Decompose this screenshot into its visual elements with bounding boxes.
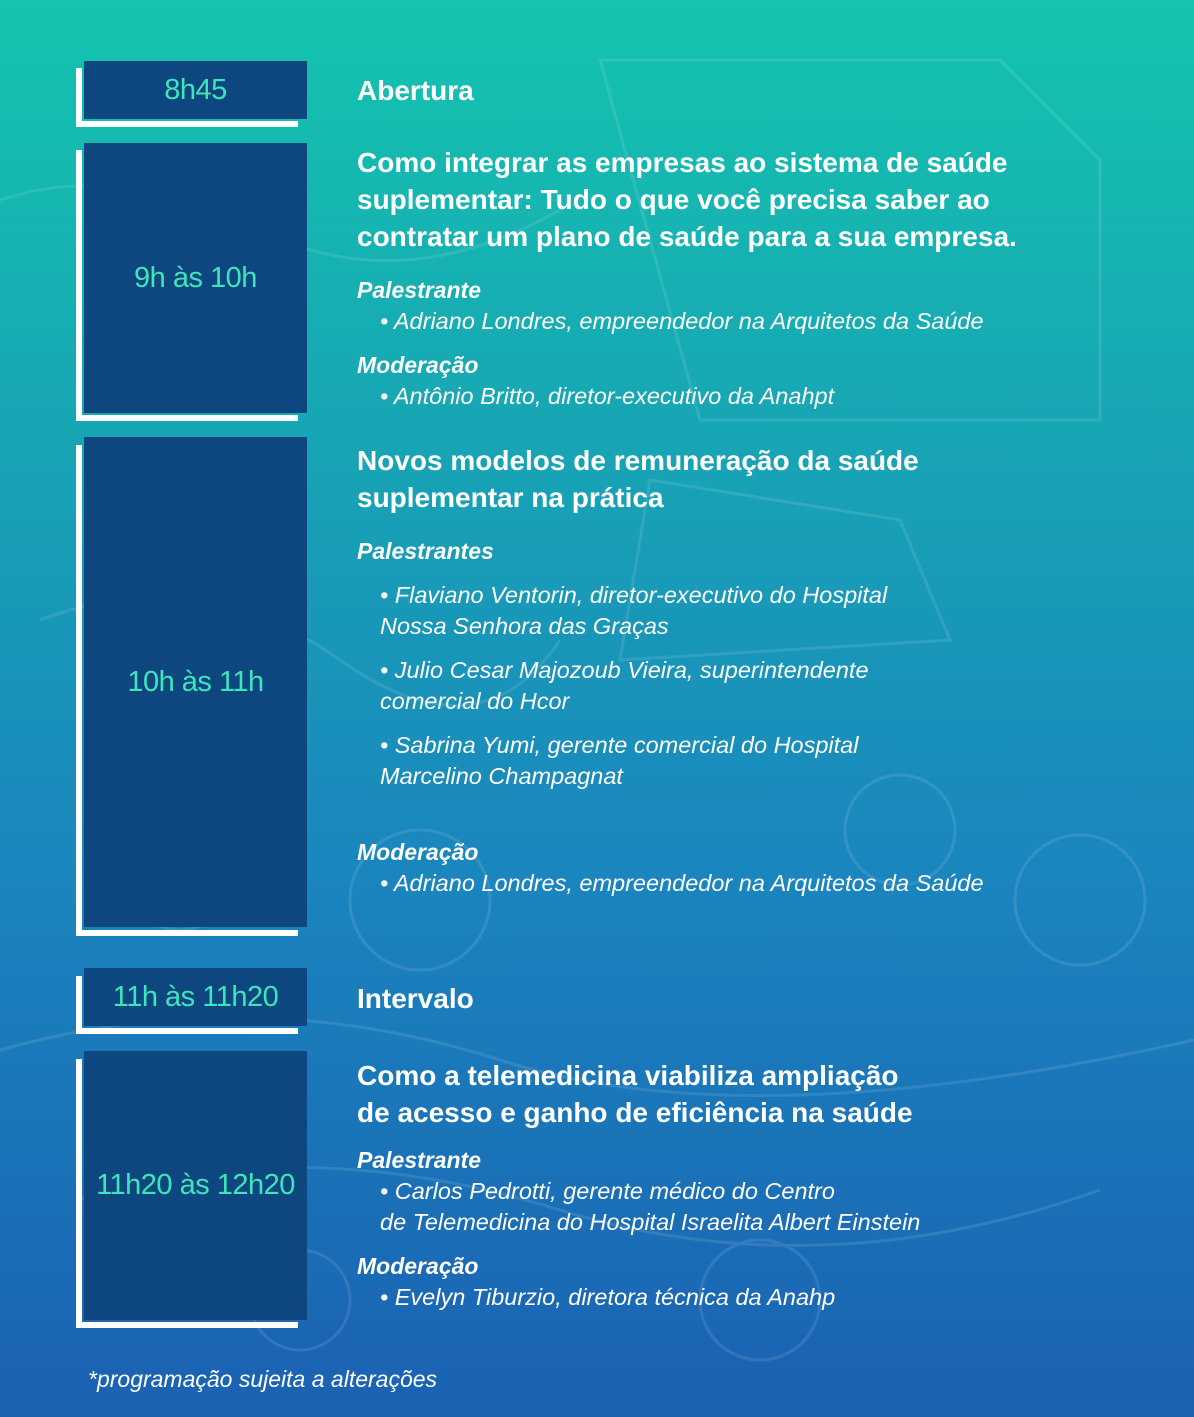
bracket-left [76, 1059, 82, 1328]
moderation-role: Moderação [357, 1253, 479, 1279]
speaker-role: Palestrante [357, 1147, 482, 1173]
speaker-name-cont: Nossa Senhora das Graças [380, 613, 669, 639]
bracket-left [76, 976, 82, 1034]
bracket-left [76, 150, 82, 421]
session-title-line: contratar um plano de saúde para a sua empresa. [357, 221, 1017, 252]
speaker-role: Palestrantes [357, 538, 494, 564]
moderator-name: • Antônio Britto, diretor-executivo da Anahpt [380, 383, 835, 409]
speaker-name: • Adriano Londres, empreendedor na Arquitetos da Saúde [380, 308, 984, 334]
speaker-name: • Flaviano Ventorin, diretor-executivo do Hospital [380, 582, 888, 608]
bracket-left [76, 68, 82, 127]
speaker-name: • Carlos Pedrotti, gerente médico do Centro [380, 1178, 835, 1204]
bracket-left [76, 445, 82, 936]
session-title: Intervalo [357, 983, 474, 1014]
bracket-bottom [76, 930, 298, 936]
speaker-role: Palestrante [357, 277, 482, 303]
moderation-role: Moderação [357, 352, 479, 378]
speaker-name-cont: comercial do Hcor [380, 688, 570, 714]
session-title: Abertura [357, 75, 474, 106]
time-label: 11h às 11h20 [84, 968, 307, 1026]
moderator-name: • Adriano Londres, empreendedor na Arquitetos da Saúde [380, 870, 984, 896]
moderation-role: Moderação [357, 839, 479, 865]
speaker-name-cont: Marcelino Champagnat [380, 763, 623, 789]
time-label: 8h45 [84, 61, 307, 119]
session-title-line: de acesso e ganho de eficiência na saúde [357, 1097, 913, 1128]
time-label: 10h às 11h [84, 437, 307, 927]
time-label: 9h às 10h [84, 143, 307, 413]
speaker-name-cont: de Telemedicina do Hospital Israelita Albert Einstein [380, 1209, 921, 1235]
time-label: 11h20 às 12h20 [84, 1051, 307, 1320]
bracket-bottom [76, 1028, 298, 1034]
session-title-line: Como a telemedicina viabiliza ampliação [357, 1060, 899, 1091]
bracket-bottom [76, 415, 298, 421]
session-title-line: suplementar: Tudo o que você precisa saber ao [357, 184, 990, 215]
session-title-line: Novos modelos de remuneração da saúde [357, 445, 919, 476]
bracket-bottom [76, 121, 298, 127]
speaker-name: • Sabrina Yumi, gerente comercial do Hospital [380, 732, 859, 758]
session-title-line: Como integrar as empresas ao sistema de saúde [357, 147, 1008, 178]
moderator-name: • Evelyn Tiburzio, diretora técnica da Anahp [380, 1284, 836, 1310]
session-title-line: suplementar na prática [357, 482, 664, 513]
footnote: *programação sujeita a alterações [88, 1366, 438, 1392]
speaker-name: • Julio Cesar Majozoub Vieira, superintendente [380, 657, 869, 683]
bracket-bottom [76, 1322, 298, 1328]
